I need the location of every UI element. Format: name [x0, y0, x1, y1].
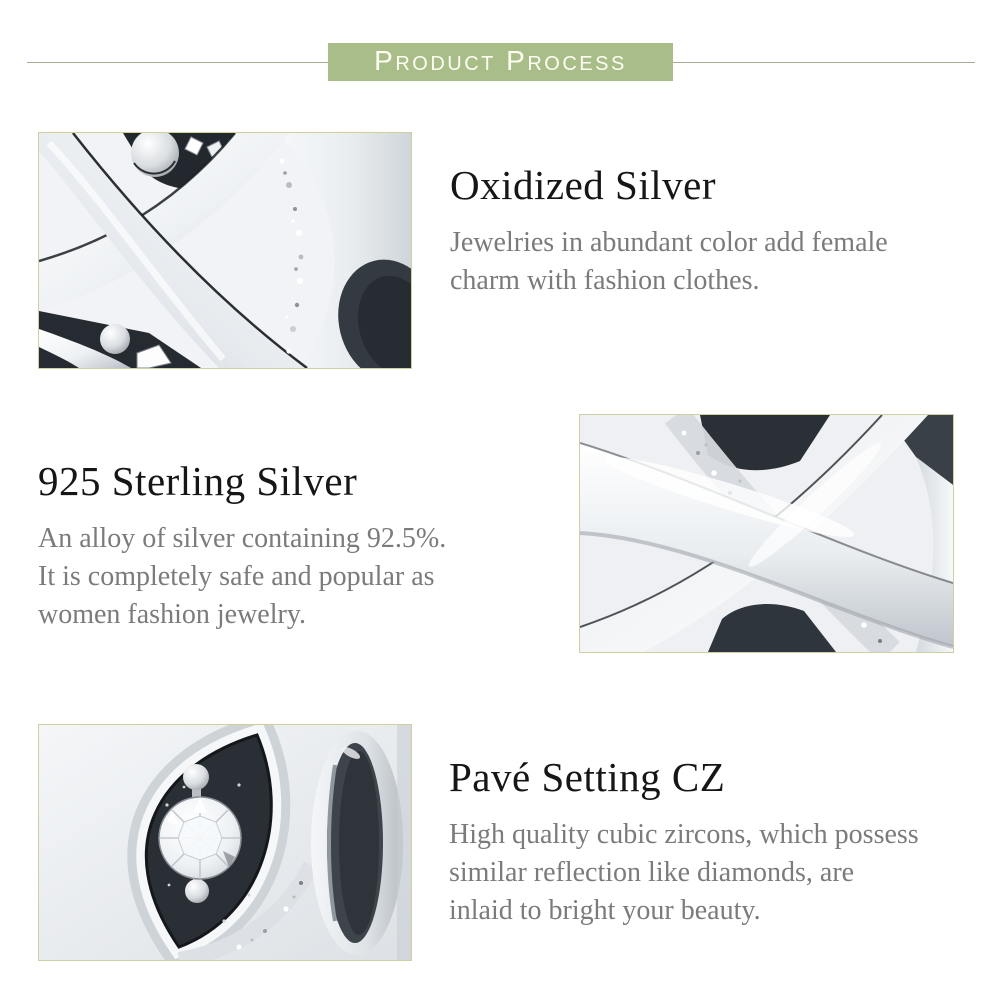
section-body-line: similar reflection like diamonds, are	[449, 857, 855, 888]
section-body-line: Jewelries in abundant color add female	[450, 227, 888, 258]
product-photo-pave-cz	[38, 724, 412, 961]
section-body-line: women fashion jewelry.	[38, 599, 306, 630]
prong-ball-top	[183, 764, 209, 790]
prong-ball-bottom	[185, 879, 209, 903]
section-text-oxidized-silver	[450, 163, 980, 300]
section-body-line: High quality cubic zircons, which possess	[449, 819, 919, 850]
section-text-sterling-silver	[38, 459, 558, 634]
section-heading: Oxidized Silver	[450, 162, 716, 208]
section-body-line: inlaid to bright your beauty.	[449, 895, 761, 926]
sterling-silver-charm-image	[580, 415, 953, 652]
section-heading: 925 Sterling Silver	[38, 458, 358, 504]
bead-hole	[311, 731, 403, 955]
section-body-line: An alloy of silver containing 92.5%.	[38, 523, 447, 554]
cz-stone	[159, 797, 241, 879]
section-heading: Pavé Setting CZ	[449, 754, 726, 800]
page-title: Product Process	[374, 45, 627, 76]
edge-shade	[397, 725, 411, 960]
section-body	[450, 224, 980, 300]
section-body	[449, 816, 989, 930]
pave-cz-charm-image	[39, 725, 411, 960]
silver-bead-bottom	[100, 324, 130, 354]
section-body-line: It is completely safe and popular as	[38, 561, 435, 592]
section-body-line: charm with fashion clothes.	[450, 265, 760, 296]
section-body	[38, 520, 558, 634]
section-text-pave-setting-cz	[449, 755, 989, 930]
oxidized-silver-charm-image	[39, 133, 411, 368]
product-process-banner	[328, 43, 673, 81]
product-photo-sterling-silver	[579, 414, 954, 653]
product-photo-oxidized-silver	[38, 132, 412, 369]
